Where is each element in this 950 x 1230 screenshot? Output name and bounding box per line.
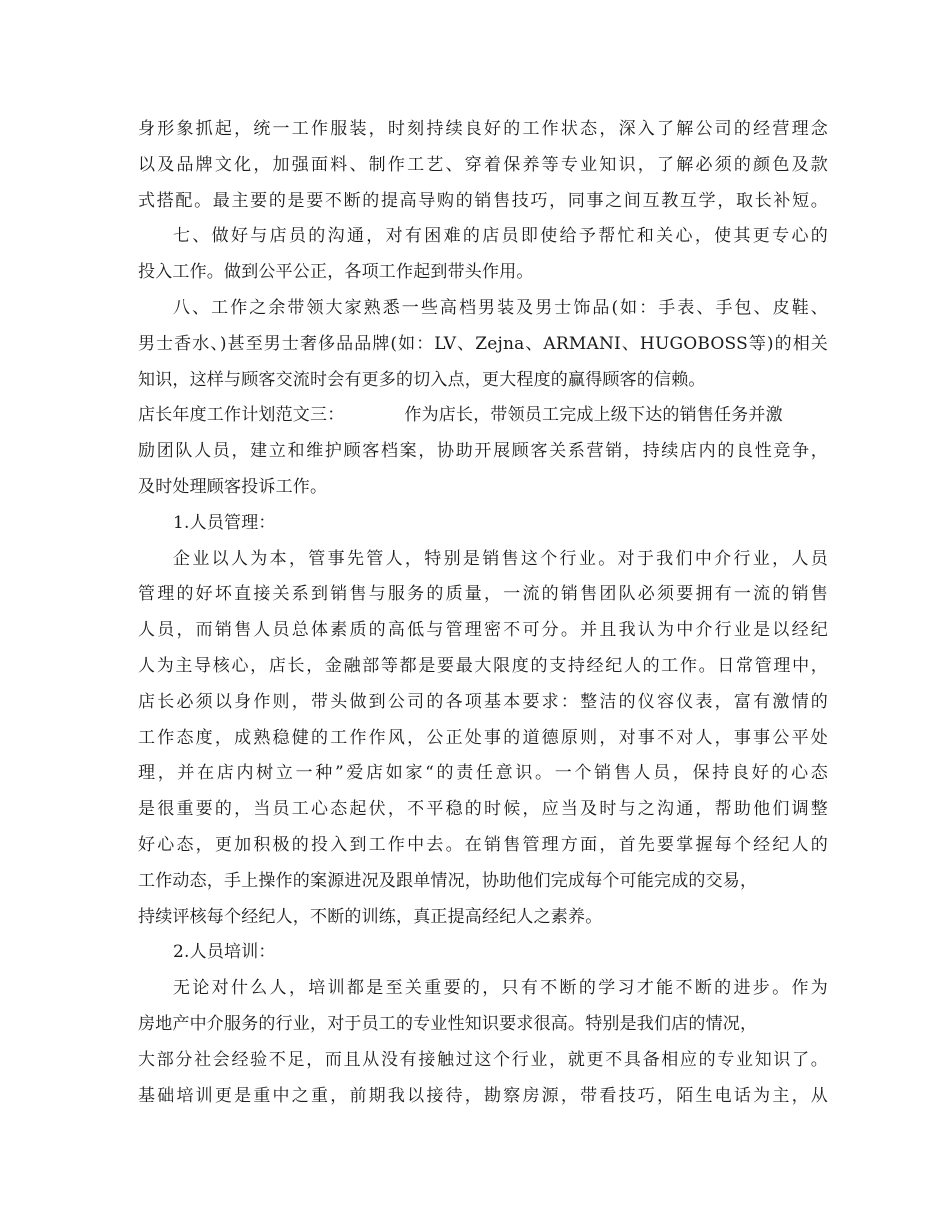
- section-intro: 作为店长，带领员工完成上级下达的销售任务并激: [404, 405, 783, 426]
- text-line: 人为主导核心，店长，金融部等都是要最大限度的支持经纪人的工作。日常管理中，: [138, 655, 828, 676]
- text-line: 大部分社会经验不足，而且从没有接触过这个行业，就更不具备相应的专业知识了。: [138, 1049, 828, 1070]
- text-line: 男士香水、)甚至男士奢侈品品牌(如：LV、Zejna、ARMANI、HUGOBOSS等)的相关: [138, 333, 828, 354]
- text-line: 理，并在店内树立一种”爱店如家“的责任意识。一个销售人员，保持良好的心态: [138, 763, 828, 784]
- text-line: 投入工作。做到公平公正，各项工作起到带头作用。: [138, 262, 534, 283]
- text-line: 无论对什么人，培训都是至关重要的，只有不断的学习才能不断的进步。作为: [173, 978, 828, 999]
- text-line: 人员，而销售人员总体素质的高低与管理密不可分。并且我认为中介行业是以经纪: [138, 620, 828, 641]
- document-body: [138, 112, 828, 1114]
- text-line: 知识，这样与顾客交流时会有更多的切入点，更大程度的赢得顾客的信赖。: [138, 369, 706, 390]
- section-heading: 店长年度工作计划范文三：: [138, 405, 345, 426]
- text-line: 八、工作之余带领大家熟悉一些高档男装及男士饰品(如：手表、手包、皮鞋、: [173, 297, 828, 318]
- text-line: 及时处理顾客投诉工作。: [138, 476, 328, 497]
- text-line: 工作态度，成熟稳健的工作作风，公正处事的道德原则，对事不对人，事事公平处: [138, 727, 828, 748]
- text-line: 持续评核每个经纪人，不断的训练，真正提高经纪人之素养。: [138, 906, 603, 927]
- section-heading-line: [138, 398, 828, 434]
- text-line: 身形象抓起，统一工作服装，时刻持续良好的工作状态，深入了解公司的经营理念: [138, 119, 828, 139]
- text-line: 式搭配。最主要的是要不断的提高导购的销售技巧，同事之间互教互学，取长补短。: [138, 190, 828, 211]
- subheading-line: 1.人员管理：: [173, 512, 276, 533]
- text-line: 以及品牌文化，加强面料、制作工艺、穿着保养等专业知识，了解必须的颜色及款: [138, 154, 828, 175]
- text-line: 房地产中介服务的行业，对于员工的专业性知识要求很高。特别是我们店的情况，: [138, 1013, 758, 1034]
- text-line: 七、做好与店员的沟通，对有困难的店员即使给予帮忙和关心，使其更专心的: [173, 226, 828, 247]
- text-line: 基础培训更是重中之重，前期我以接待，勘察房源，带看技巧，陌生电话为主，从: [138, 1085, 828, 1106]
- text-line: 企业以人为本，管事先管人，特别是销售这个行业。对于我们中介行业，人员: [173, 548, 828, 569]
- text-line: 店长必须以身作则，带头做到公司的各项基本要求：整洁的仪容仪表，富有激情的: [138, 691, 828, 712]
- text-line: 管理的好坏直接关系到销售与服务的质量，一流的销售团队必须要拥有一流的销售: [138, 584, 828, 605]
- text-line: 是很重要的，当员工心态起伏，不平稳的时候，应当及时与之沟通，帮助他们调整: [138, 799, 828, 820]
- subheading-line: 2.人员培训：: [173, 942, 276, 963]
- text-line: 励团队人员，建立和维护顾客档案，协助开展顾客关系营销，持续店内的良性竞争，: [138, 441, 828, 462]
- text-line: 好心态，更加积极的投入到工作中去。在销售管理方面，首先要掌握每个经纪人的: [138, 834, 828, 855]
- text-line: 工作动态，手上操作的案源进况及跟单情况，协助他们完成每个可能完成的交易，: [138, 870, 758, 891]
